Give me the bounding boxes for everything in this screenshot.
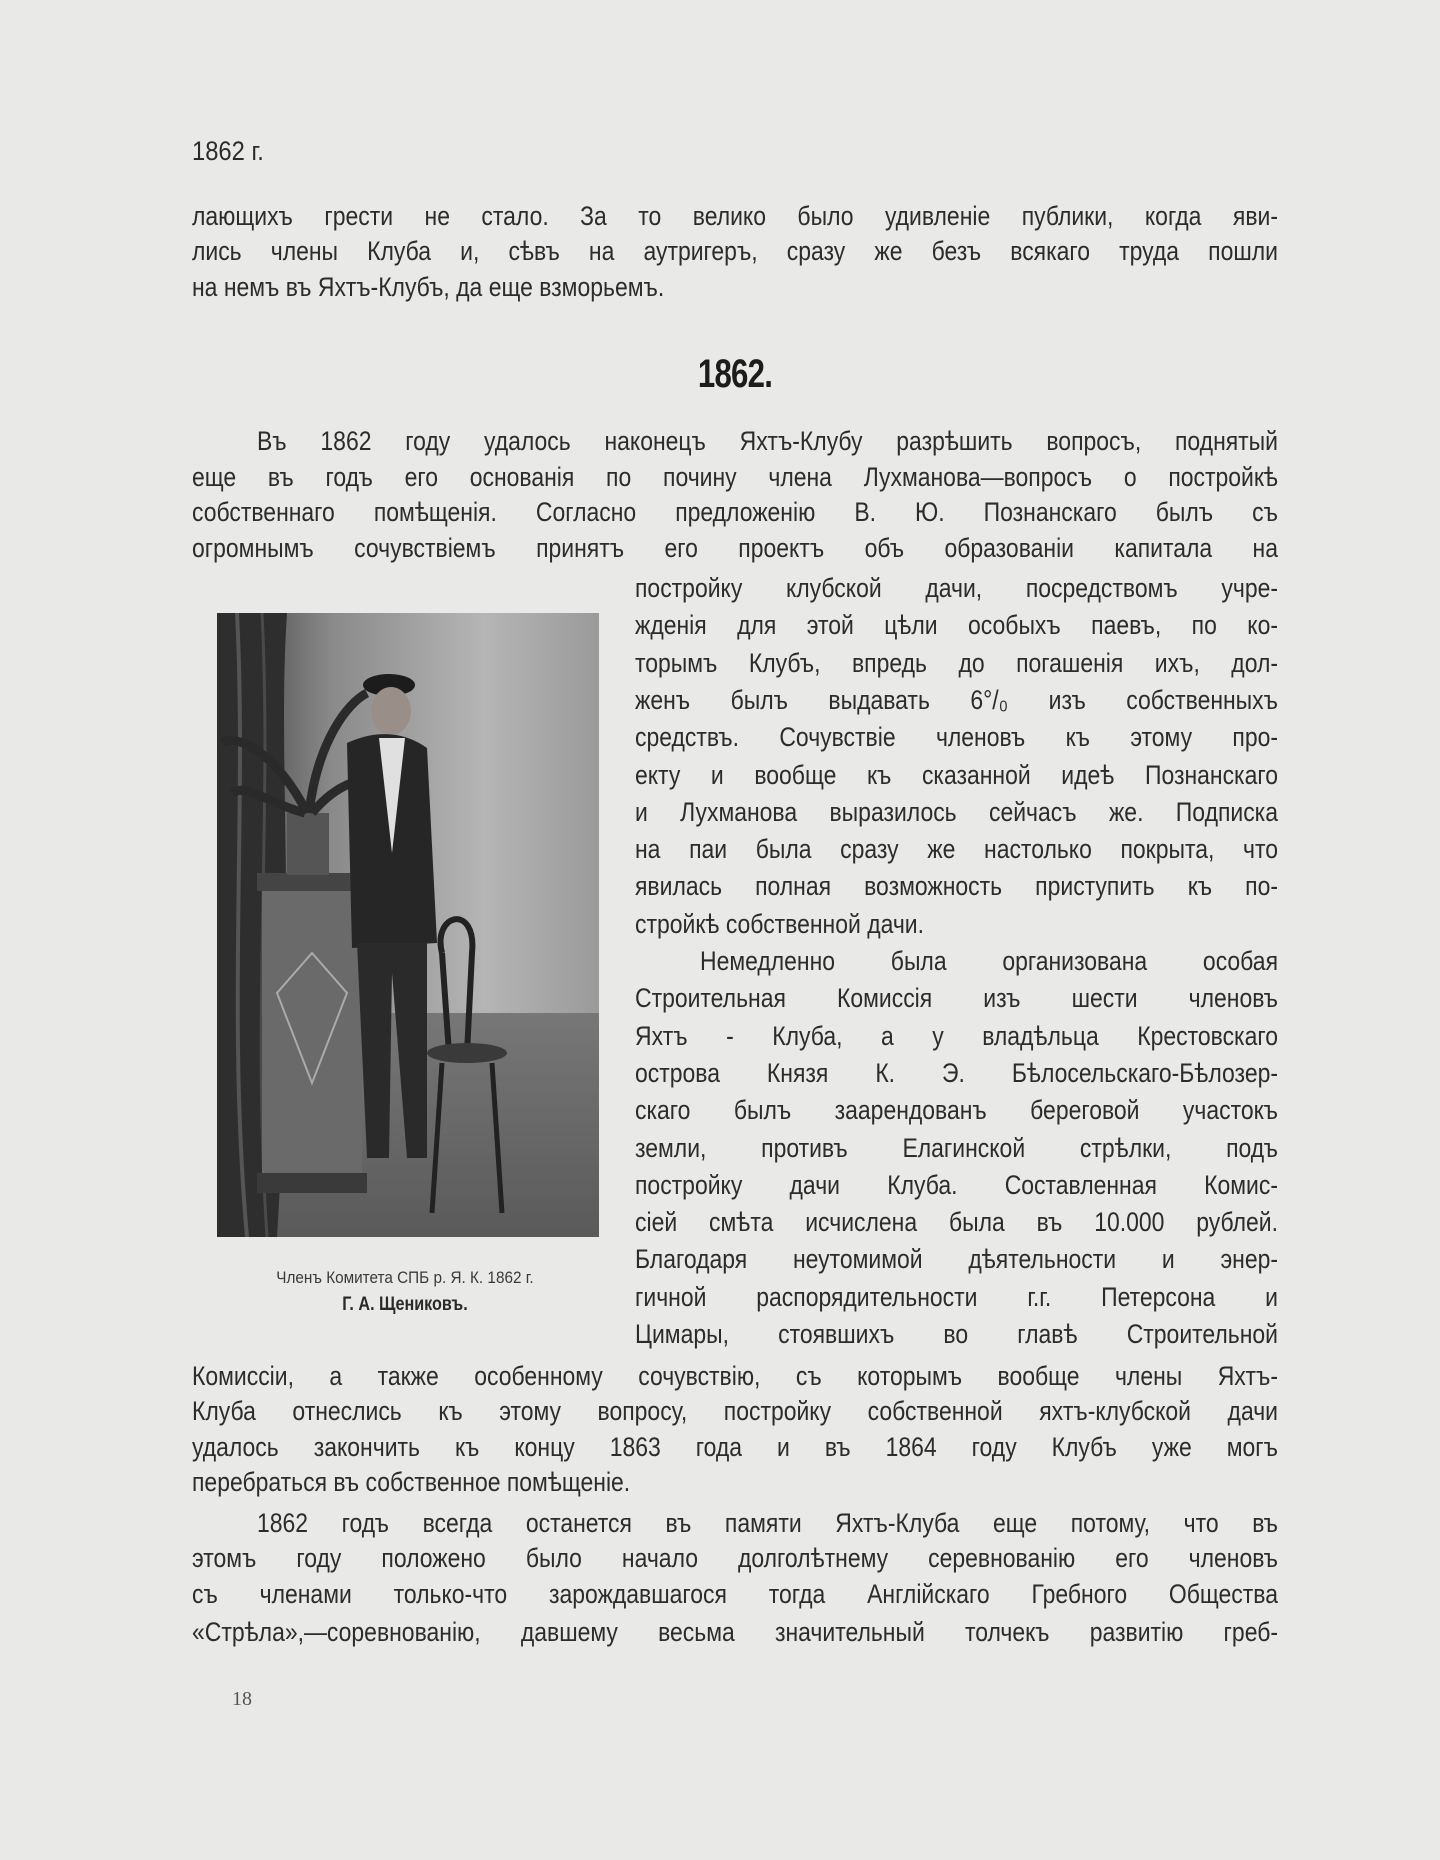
text-line-content: земли, противъ Елагинской стрѣлки, подъ xyxy=(635,1132,1278,1163)
text-line xyxy=(257,423,1278,459)
text-line xyxy=(635,570,1278,606)
text-line xyxy=(192,1614,1278,1650)
text-line xyxy=(635,607,1278,643)
text-line xyxy=(192,1576,1278,1612)
text-line-content: удалось закончить къ концу 1863 года и въ 1864 году Клубъ уже могъ xyxy=(192,1432,1278,1462)
text-line-content: женъ былъ выдавать 6°/₀ изъ собственныхъ xyxy=(635,684,1278,715)
text-line xyxy=(192,459,1278,495)
text-line-content: собственнаго помѣщенія. Согласно предложенію В. Ю. Познанскаго былъ съ xyxy=(192,497,1278,527)
text-line-content: скаго былъ заарендованъ береговой участокъ xyxy=(635,1095,1278,1126)
text-line xyxy=(192,530,1278,566)
text-line-content: явилась полная возможность приступить къ по- xyxy=(635,871,1278,902)
text-line xyxy=(635,682,1278,718)
portrait-photo xyxy=(217,613,599,1237)
text-line xyxy=(635,1092,1278,1128)
text-line-content: Строительная Комиссія изъ шести членовъ xyxy=(635,983,1278,1014)
text-line-content: стройкѣ собственной дачи. xyxy=(635,908,924,939)
text-line-content: лающихъ грести не стало. За то велико было удивленіе публики, когда яви- xyxy=(192,201,1278,231)
running-head: 1862 г. xyxy=(192,136,264,166)
text-line xyxy=(635,757,1278,793)
text-line xyxy=(192,1540,1278,1576)
text-line xyxy=(635,645,1278,681)
photo-caption-title: Членъ Комитета СПБ р. Я. К. 1862 г. xyxy=(276,1268,534,1287)
text-line xyxy=(635,1241,1278,1277)
text-line xyxy=(635,719,1278,755)
text-line xyxy=(635,1316,1278,1352)
text-line-content: «Стрѣла»,—соревнованію, давшему весьма значительный толчекъ развитію греб- xyxy=(192,1617,1278,1647)
text-line xyxy=(635,1055,1278,1091)
text-line-content: жденія для этой цѣли особыхъ паевъ, по ко- xyxy=(635,610,1278,641)
text-line-content: на паи была сразу же настолько покрыта, что xyxy=(635,834,1278,865)
text-line xyxy=(635,1279,1278,1315)
text-line-content: постройку клубской дачи, посредствомъ учре- xyxy=(635,573,1278,603)
text-line xyxy=(192,1393,1278,1429)
text-line-content: Комиссіи, а также особенному сочувствію, съ которымъ вообще члены Яхтъ- xyxy=(192,1361,1278,1391)
text-line xyxy=(192,198,1278,234)
text-line-content: огромнымъ сочувствіемъ принятъ его проектъ объ образованіи капитала на xyxy=(192,533,1278,563)
text-line xyxy=(635,1130,1278,1166)
photo-caption-name: Г. А. Щениковъ. xyxy=(342,1294,468,1315)
text-line xyxy=(635,868,1278,904)
text-line-content: торымъ Клубъ, впредь до погашенія ихъ, дол- xyxy=(635,647,1278,678)
text-line xyxy=(192,1358,1278,1394)
text-line-content: Яхтъ - Клуба, а у владѣльца Крестовскаго xyxy=(635,1020,1278,1051)
text-line xyxy=(635,1018,1278,1054)
text-line xyxy=(192,233,1278,269)
text-line xyxy=(635,1167,1278,1203)
text-line-content: Благодаря неутомимой дѣятельности и энер- xyxy=(635,1244,1278,1275)
page-number: 18 xyxy=(232,1688,252,1710)
text-line-content: этомъ году положено было начало долголѣтнему серевнованію его членовъ xyxy=(192,1543,1278,1573)
text-line xyxy=(192,494,1278,530)
text-line-content: 1862 годъ всегда останется въ памяти Яхтъ-Клуба еще потому, что въ xyxy=(257,1508,1278,1538)
text-line-content: острова Князя К. Э. Бѣлосельскаго-Бѣлозер- xyxy=(635,1057,1278,1088)
text-line-content: средствъ. Сочувствіе членовъ къ этому про- xyxy=(635,722,1278,753)
text-line xyxy=(700,943,1278,979)
text-line xyxy=(192,269,1278,305)
text-line-content: гичной распорядительности г.г. Петерсона и xyxy=(635,1281,1278,1312)
text-line xyxy=(257,1505,1278,1541)
text-line xyxy=(635,794,1278,830)
text-line xyxy=(635,980,1278,1016)
text-line-content: съ членами только-что зарождавшагося тогда Англійскаго Гребного Общества xyxy=(192,1579,1278,1609)
text-line-content: Клуба отнеслись къ этому вопросу, постройку собственной яхтъ-клубской дачи xyxy=(192,1396,1278,1426)
text-line-content: на немъ въ Яхтъ-Клубъ, да еще взморьемъ. xyxy=(192,272,665,302)
text-line xyxy=(635,906,1278,942)
text-line xyxy=(192,1464,1278,1500)
text-line xyxy=(635,831,1278,867)
text-line-content: Цимары, стоявшихъ во главѣ Строительной xyxy=(635,1319,1278,1349)
text-line-content: еще въ годъ его основанія по почину члена Лухманова—вопросъ о постройкѣ xyxy=(192,462,1278,492)
text-line-content: постройку дачи Клуба. Составленная Комис- xyxy=(635,1169,1278,1200)
text-line-content: Немедленно была организована особая xyxy=(700,946,1278,976)
text-line-content: Въ 1862 году удалось наконецъ Яхтъ-Клубу разрѣшить вопросъ, поднятый xyxy=(257,426,1278,456)
text-line xyxy=(192,1429,1278,1465)
text-line-content: сіей смѣта исчислена была въ 10.000 рублей. xyxy=(635,1207,1278,1238)
text-line-content: и Лухманова выразилось сейчасъ же. Подписка xyxy=(635,796,1278,827)
text-line xyxy=(635,1204,1278,1240)
text-line-content: екту и вообще къ сказанной идеѣ Познанскаго xyxy=(635,759,1278,790)
text-line-content: перебраться въ собственное помѣщеніе. xyxy=(192,1467,631,1497)
text-line-content: лись члены Клуба и, сѣвъ на аутригеръ, сразу же безъ всякаго труда пошли xyxy=(192,236,1278,266)
section-title: 1862. xyxy=(697,352,773,396)
